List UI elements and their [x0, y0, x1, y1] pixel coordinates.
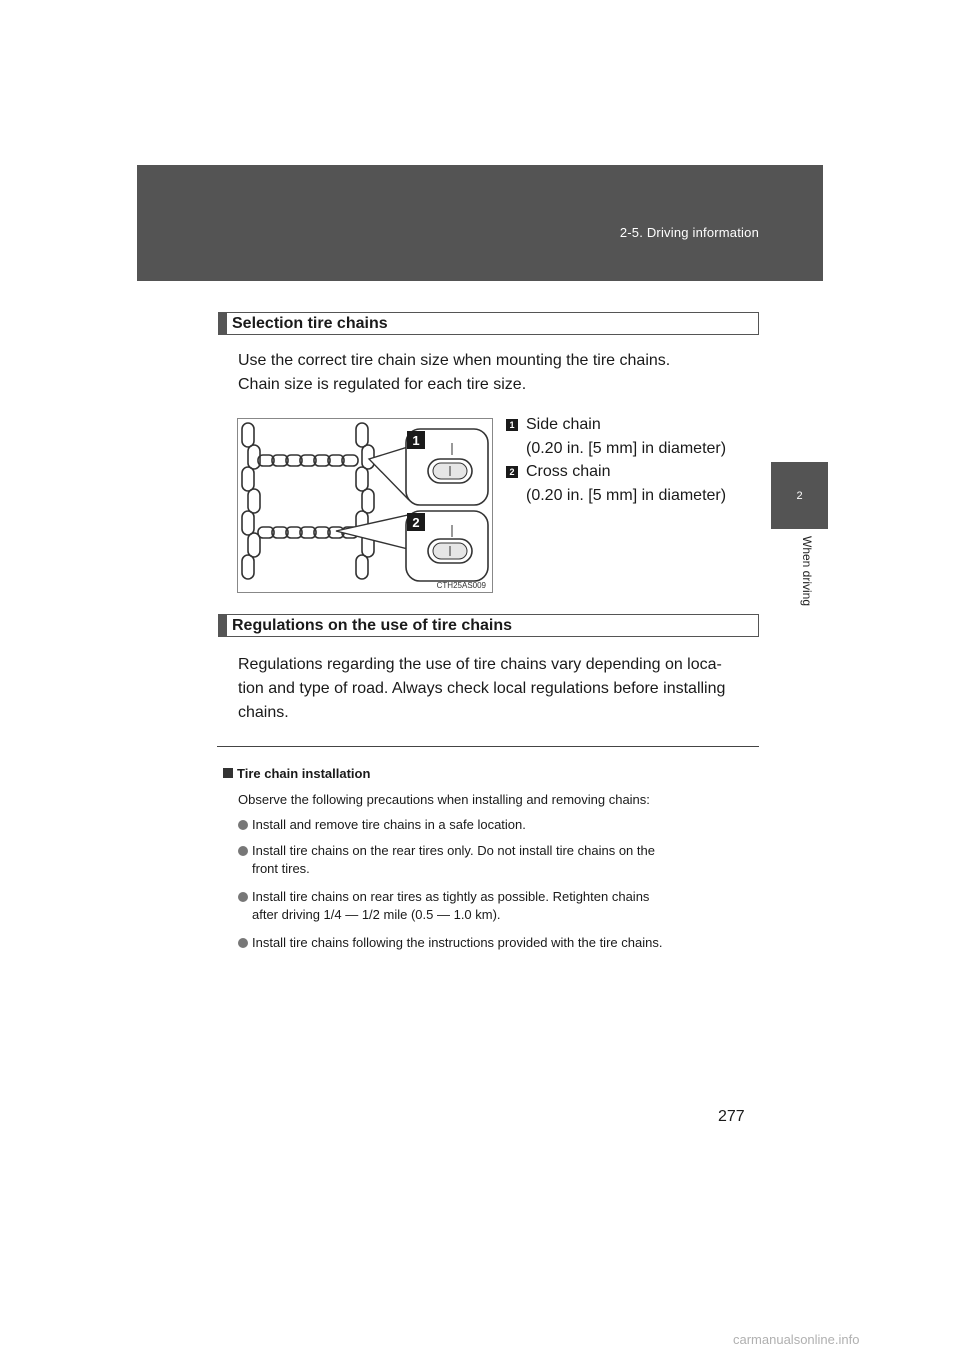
tire-chain-illustration: [238, 419, 492, 592]
section-title: 2-5. Driving information: [619, 225, 759, 240]
chain-link: [248, 489, 260, 513]
divider: [217, 746, 759, 747]
heading-accent: [219, 615, 227, 636]
chain-link: [248, 533, 260, 557]
header-band: [137, 165, 823, 281]
body-line-1: Use the correct tire chain size when mounting the tire chains.: [238, 352, 671, 369]
regulations-line-1: Regulations regarding the use of tire chains vary depending on loca-: [238, 656, 722, 673]
heading-regulations: [218, 614, 759, 637]
bullet-dot-icon: [238, 892, 248, 902]
square-bullet-icon: [223, 768, 233, 778]
callout-side-chain: [369, 429, 488, 505]
list-item: Install tire chains following the instructions provided with the tire chains.: [238, 934, 744, 952]
bullet-dot-icon: [238, 846, 248, 856]
chain-link: [242, 511, 254, 535]
body-line-2: Chain size is regulated for each tire size.: [238, 376, 527, 393]
heading-accent: [219, 313, 227, 334]
page-number: 277: [718, 1108, 745, 1125]
watermark: carmanualsonline.info: [733, 1332, 860, 1347]
chain-link: [242, 423, 254, 447]
heading-text: Regulations on the use of tire chains: [232, 617, 513, 634]
chain-link: [242, 555, 254, 579]
legend-detail-1: (0.20 in. [5 mm] in diameter): [526, 440, 727, 457]
svg-text:1: 1: [412, 433, 420, 448]
list-item: Install and remove tire chains in a safe location.: [238, 816, 744, 834]
heading-text: Selection tire chains: [232, 315, 388, 332]
callout-cross-chain: [336, 511, 488, 581]
chapter-label-wrap: [772, 536, 828, 656]
tire-chain-figure: [237, 418, 493, 593]
note-intro: Observe the following precautions when installing and removing chains:: [238, 792, 650, 807]
legend-badge-1: 1: [506, 419, 518, 431]
bullet-dot-icon: [238, 938, 248, 948]
heading-selection-tire-chains: [218, 312, 759, 335]
legend-label-1: Side chain: [526, 416, 601, 433]
chapter-number: 2: [796, 490, 803, 502]
legend-detail-2: (0.20 in. [5 mm] in diameter): [526, 487, 727, 504]
legend-item-1: [506, 413, 726, 461]
list-item: Install tire chains on the rear tires only. Do not install tire chains on the front tires.: [238, 842, 744, 878]
figure-code: CTH25AS009: [436, 581, 486, 590]
svg-text:2: 2: [412, 515, 420, 530]
legend-item-2: [506, 460, 726, 508]
list-item: Install tire chains on rear tires as tightly as possible. Retighten chains after driving 1/4 — 1/2 mile (0.5 — 1.0 km).: [238, 888, 744, 924]
legend-badge-2: 2: [506, 466, 518, 478]
chain-link: [242, 467, 254, 491]
chain-link: [362, 445, 374, 469]
note-title: Tire chain installation: [223, 765, 745, 783]
chapter-tab: [771, 462, 828, 529]
chain-link: [356, 467, 368, 491]
regulations-line-3: chains.: [238, 704, 289, 721]
chapter-label: When driving: [800, 536, 814, 607]
bullet-dot-icon: [238, 820, 248, 830]
chain-link: [356, 555, 368, 579]
chain-link: [362, 489, 374, 513]
regulations-line-2: tion and type of road. Always check local regulations before installing: [238, 680, 726, 697]
legend-label-2: Cross chain: [526, 463, 611, 480]
chain-link: [356, 423, 368, 447]
